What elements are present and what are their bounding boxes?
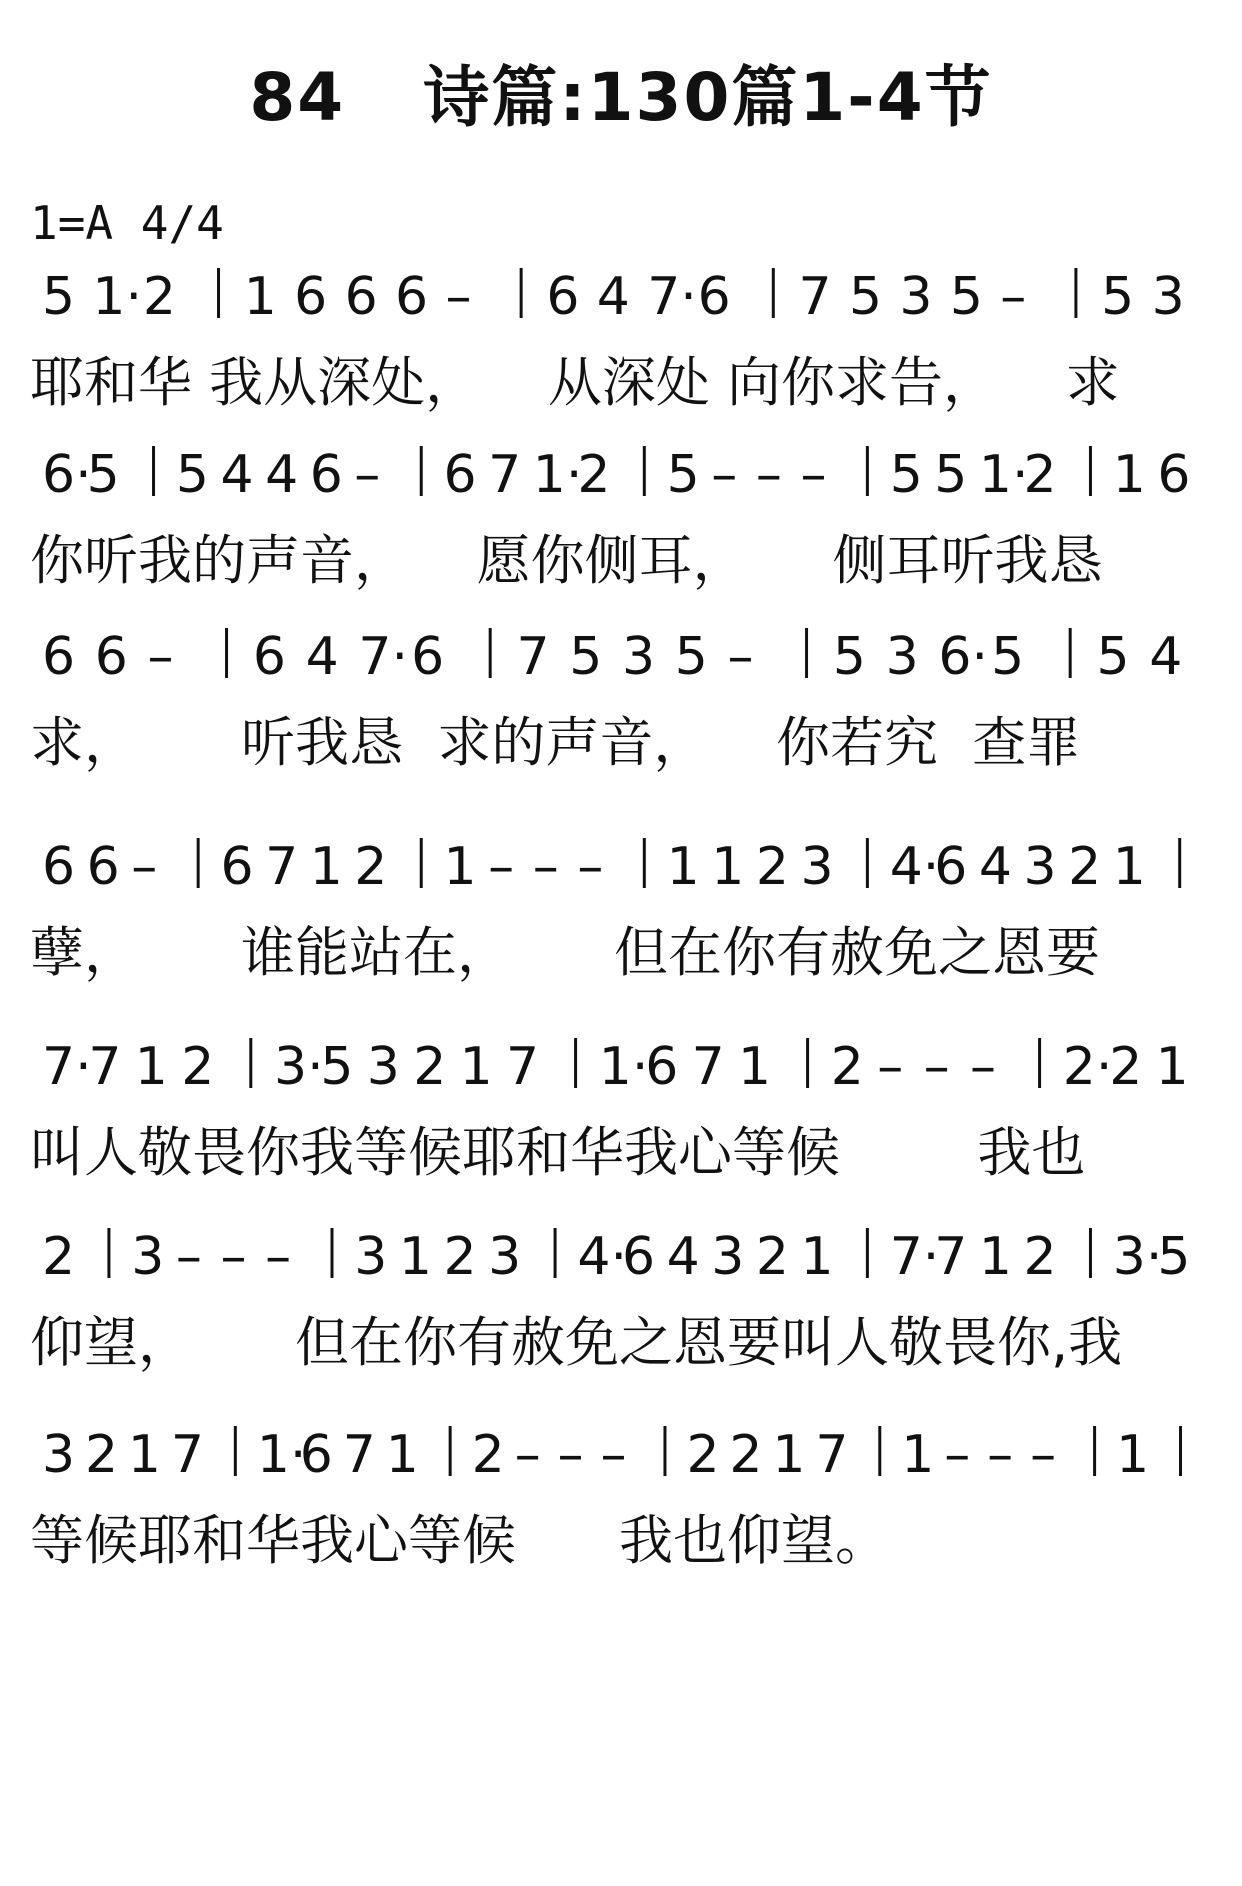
dash-extension: – xyxy=(220,1227,247,1287)
note-digit: 6 xyxy=(42,627,76,687)
note-digit: 3· xyxy=(1112,1227,1163,1287)
staff-system xyxy=(30,240,1220,430)
note-digit: 2 xyxy=(755,1227,789,1287)
note-digit: 1 xyxy=(127,1425,162,1485)
note-digit: 6 xyxy=(622,1227,656,1287)
note-digit: 6 xyxy=(443,445,477,505)
dash-extension: – xyxy=(600,1425,627,1485)
note-digit: 5 xyxy=(1101,267,1135,327)
dash-extension: – xyxy=(557,1425,584,1485)
note-digit: 2 xyxy=(830,1037,864,1097)
note-digit: 7 xyxy=(488,445,522,505)
note-digit: 5 xyxy=(949,267,983,327)
note-digit: 3 xyxy=(885,627,919,687)
note-digit: 2 xyxy=(443,1227,477,1287)
note-digit: 6 xyxy=(1157,445,1191,505)
note-digit: 4 xyxy=(305,627,339,687)
note-digit: 4 xyxy=(978,837,1013,897)
note-digit: 2 xyxy=(1023,445,1057,505)
note-digit: 7 xyxy=(815,1425,849,1485)
note-digit: 2 xyxy=(471,1425,505,1485)
note-digit: 3 xyxy=(366,1037,400,1097)
note-digit: 7 xyxy=(691,1037,725,1097)
note-digit: 1 xyxy=(309,837,343,897)
dash-extension: – xyxy=(800,445,827,505)
lyric-line: 仰望， 但在你有赦免之恩要叫人敬畏你,我 xyxy=(30,1311,1123,1374)
staff-system xyxy=(30,600,1220,790)
note-digit: 1 xyxy=(443,837,477,897)
note-digit: 1 xyxy=(800,1227,834,1287)
note-digit: 3 xyxy=(42,1425,76,1485)
note-digit: 7· xyxy=(889,1227,940,1287)
key-signature: 1=A 4/4 xyxy=(30,196,224,250)
note-digit: 7 xyxy=(506,1037,540,1097)
note-digit: 2· xyxy=(1062,1037,1113,1097)
dash-extension: – xyxy=(532,837,559,897)
note-digit: 6 xyxy=(220,837,254,897)
dash-extension: – xyxy=(944,1425,971,1485)
staff-system xyxy=(30,1200,1220,1390)
note-digit: 4 xyxy=(596,267,630,327)
staff-system xyxy=(30,418,1220,608)
dash-extension: – xyxy=(514,1425,541,1485)
dash-extension: – xyxy=(970,1037,996,1097)
note-digit: 7 xyxy=(798,267,832,327)
note-digit: 3· xyxy=(274,1037,324,1097)
note-digit: 4 xyxy=(1149,627,1183,687)
note-digit: 4· xyxy=(577,1227,628,1287)
lyric-line: 孽， 谁能站在， 但在你有赦免之恩要 xyxy=(30,921,1100,984)
note-digit: 5 xyxy=(934,445,968,505)
note-digit: 5 xyxy=(1157,1227,1191,1287)
note-digit: 1 xyxy=(1112,445,1146,505)
note-digit: 3 xyxy=(711,1227,745,1287)
note-digit: 1· xyxy=(256,1425,307,1485)
note-digit: 3 xyxy=(622,627,656,687)
dash-extension: – xyxy=(711,445,738,505)
dash-extension: – xyxy=(445,267,472,327)
note-digit: 4 xyxy=(220,445,254,505)
note-digit: 1 xyxy=(772,1425,806,1485)
note-digit: 2 xyxy=(755,837,789,897)
dash-extension: – xyxy=(265,1227,292,1287)
note-digit: 5 xyxy=(666,445,700,505)
note-digit: 6 xyxy=(252,627,287,687)
note-digit: 1 xyxy=(385,1425,419,1485)
note-digit: 6 xyxy=(42,837,76,897)
note-digit: 1 xyxy=(901,1425,935,1485)
note-digit: 7· xyxy=(42,1037,92,1097)
note-digit: 2 xyxy=(729,1425,763,1485)
note-digit: 7 xyxy=(342,1425,376,1485)
note-digit: 7 xyxy=(934,1227,968,1287)
note-digit: 3 xyxy=(131,1227,165,1287)
staff-system xyxy=(30,1398,1220,1588)
dash-extension: – xyxy=(354,445,381,505)
dash-extension: – xyxy=(1030,1425,1057,1485)
note-digit: 6 xyxy=(94,627,128,687)
note-digit: 5 xyxy=(320,1037,354,1097)
dash-extension: – xyxy=(175,1227,202,1287)
note-digit: 3 xyxy=(354,1227,388,1287)
note-digit: 1 xyxy=(398,1227,433,1287)
note-digit: 2 xyxy=(354,837,388,897)
dash-extension: – xyxy=(488,837,515,897)
note-digit: 2 xyxy=(181,1037,215,1097)
hymn-number: 84 xyxy=(249,59,346,136)
note-digit: 2 xyxy=(413,1037,447,1097)
note-digit: 2 xyxy=(1109,1037,1143,1097)
note-digit: 1 xyxy=(1116,1425,1150,1485)
note-digit: 4· xyxy=(889,837,940,897)
note-digit: 6 xyxy=(697,267,731,327)
note-digit: 6 xyxy=(309,445,343,505)
note-digit: 1 xyxy=(666,837,700,897)
dash-extension: – xyxy=(755,445,782,505)
note-digit: 5 xyxy=(86,445,120,505)
hymn-title-text: 诗篇:130篇1-4节 xyxy=(423,59,993,136)
note-digit: 5 xyxy=(674,627,708,687)
dash-extension: – xyxy=(1000,267,1027,327)
note-digit: 6 xyxy=(546,267,580,327)
lyric-line: 你听我的声音， 愿你侧耳， 侧耳听我恳 xyxy=(30,529,1103,592)
note-digit: 1· xyxy=(92,267,143,327)
note-digit: 3 xyxy=(899,267,933,327)
note-digit: 2 xyxy=(577,445,611,505)
dash-extension: – xyxy=(727,627,754,687)
lyric-line: 求， 听我恳 求的声音， 你若究 查罪 xyxy=(30,711,1081,774)
note-digit: 5 xyxy=(832,627,867,687)
note-digit: 1 xyxy=(459,1037,493,1097)
note-digit: 5 xyxy=(175,445,209,505)
note-digit: 6 xyxy=(934,837,968,897)
note-digit: 5 xyxy=(42,267,76,327)
note-digit: 5 xyxy=(889,445,923,505)
note-digit: 7 xyxy=(516,627,550,687)
note-digit: 6 xyxy=(645,1037,679,1097)
note-digit: 1· xyxy=(598,1037,649,1097)
note-digit: 6 xyxy=(299,1425,333,1485)
note-digit: 7· xyxy=(647,267,697,327)
note-digit: 6 xyxy=(395,267,429,327)
note-digit: 3 xyxy=(800,837,834,897)
note-digit: 1 xyxy=(243,267,277,327)
note-digit: 2 xyxy=(142,267,176,327)
note-digit: 3 xyxy=(1023,837,1057,897)
note-digit: 5 xyxy=(1096,627,1130,687)
note-digit: 7 xyxy=(170,1425,204,1485)
note-digit: 5 xyxy=(569,627,603,687)
note-digit: 4 xyxy=(666,1227,700,1287)
note-digit: 7 xyxy=(88,1037,122,1097)
note-digit: 1 xyxy=(738,1037,772,1097)
note-digit: 6· xyxy=(42,445,92,505)
note-digit: 1· xyxy=(978,445,1029,505)
dash-extension: – xyxy=(131,837,158,897)
note-digit: 1 xyxy=(134,1037,168,1097)
note-digit: 1 xyxy=(1155,1037,1189,1097)
note-digit: 1 xyxy=(978,1227,1013,1287)
dash-extension: – xyxy=(147,627,174,687)
note-digit: 7· xyxy=(358,627,408,687)
note-digit: 5 xyxy=(848,267,883,327)
dash-extension: – xyxy=(877,1037,904,1097)
note-digit: 6 xyxy=(344,267,378,327)
note-digit: 6 xyxy=(411,627,445,687)
dash-extension: – xyxy=(923,1037,950,1097)
dash-extension: – xyxy=(577,837,604,897)
dash-extension: – xyxy=(987,1425,1014,1485)
note-digit: 1· xyxy=(532,445,583,505)
note-digit: 6· xyxy=(938,627,988,687)
note-digit: 5 xyxy=(991,627,1025,687)
note-digit: 7 xyxy=(265,837,299,897)
note-digit: 6 xyxy=(294,267,328,327)
lyric-line: 等候耶和华我心等候 我也仰望。 xyxy=(30,1509,889,1572)
note-digit: 1 xyxy=(1112,837,1146,897)
note-digit: 1 xyxy=(711,837,745,897)
note-digit: 6 xyxy=(86,837,120,897)
hymn-title xyxy=(0,44,1242,139)
note-digit: 2 xyxy=(1023,1227,1057,1287)
note-digit: 2 xyxy=(1068,837,1102,897)
note-digit: 2 xyxy=(84,1425,119,1485)
staff-system xyxy=(30,810,1220,1000)
lyric-line: 叫人敬畏你我等候耶和华我心等候 我也 xyxy=(30,1121,1086,1184)
note-digit: 4 xyxy=(265,445,299,505)
lyric-line: 耶和华 我从深处， 从深处 向你求告， 求 xyxy=(30,351,1120,414)
staff-system xyxy=(30,1010,1220,1200)
note-digit: 2 xyxy=(686,1425,720,1485)
note-digit: 3 xyxy=(488,1227,522,1287)
note-digit: 2 xyxy=(42,1227,76,1287)
note-digit: 3 xyxy=(1151,267,1185,327)
